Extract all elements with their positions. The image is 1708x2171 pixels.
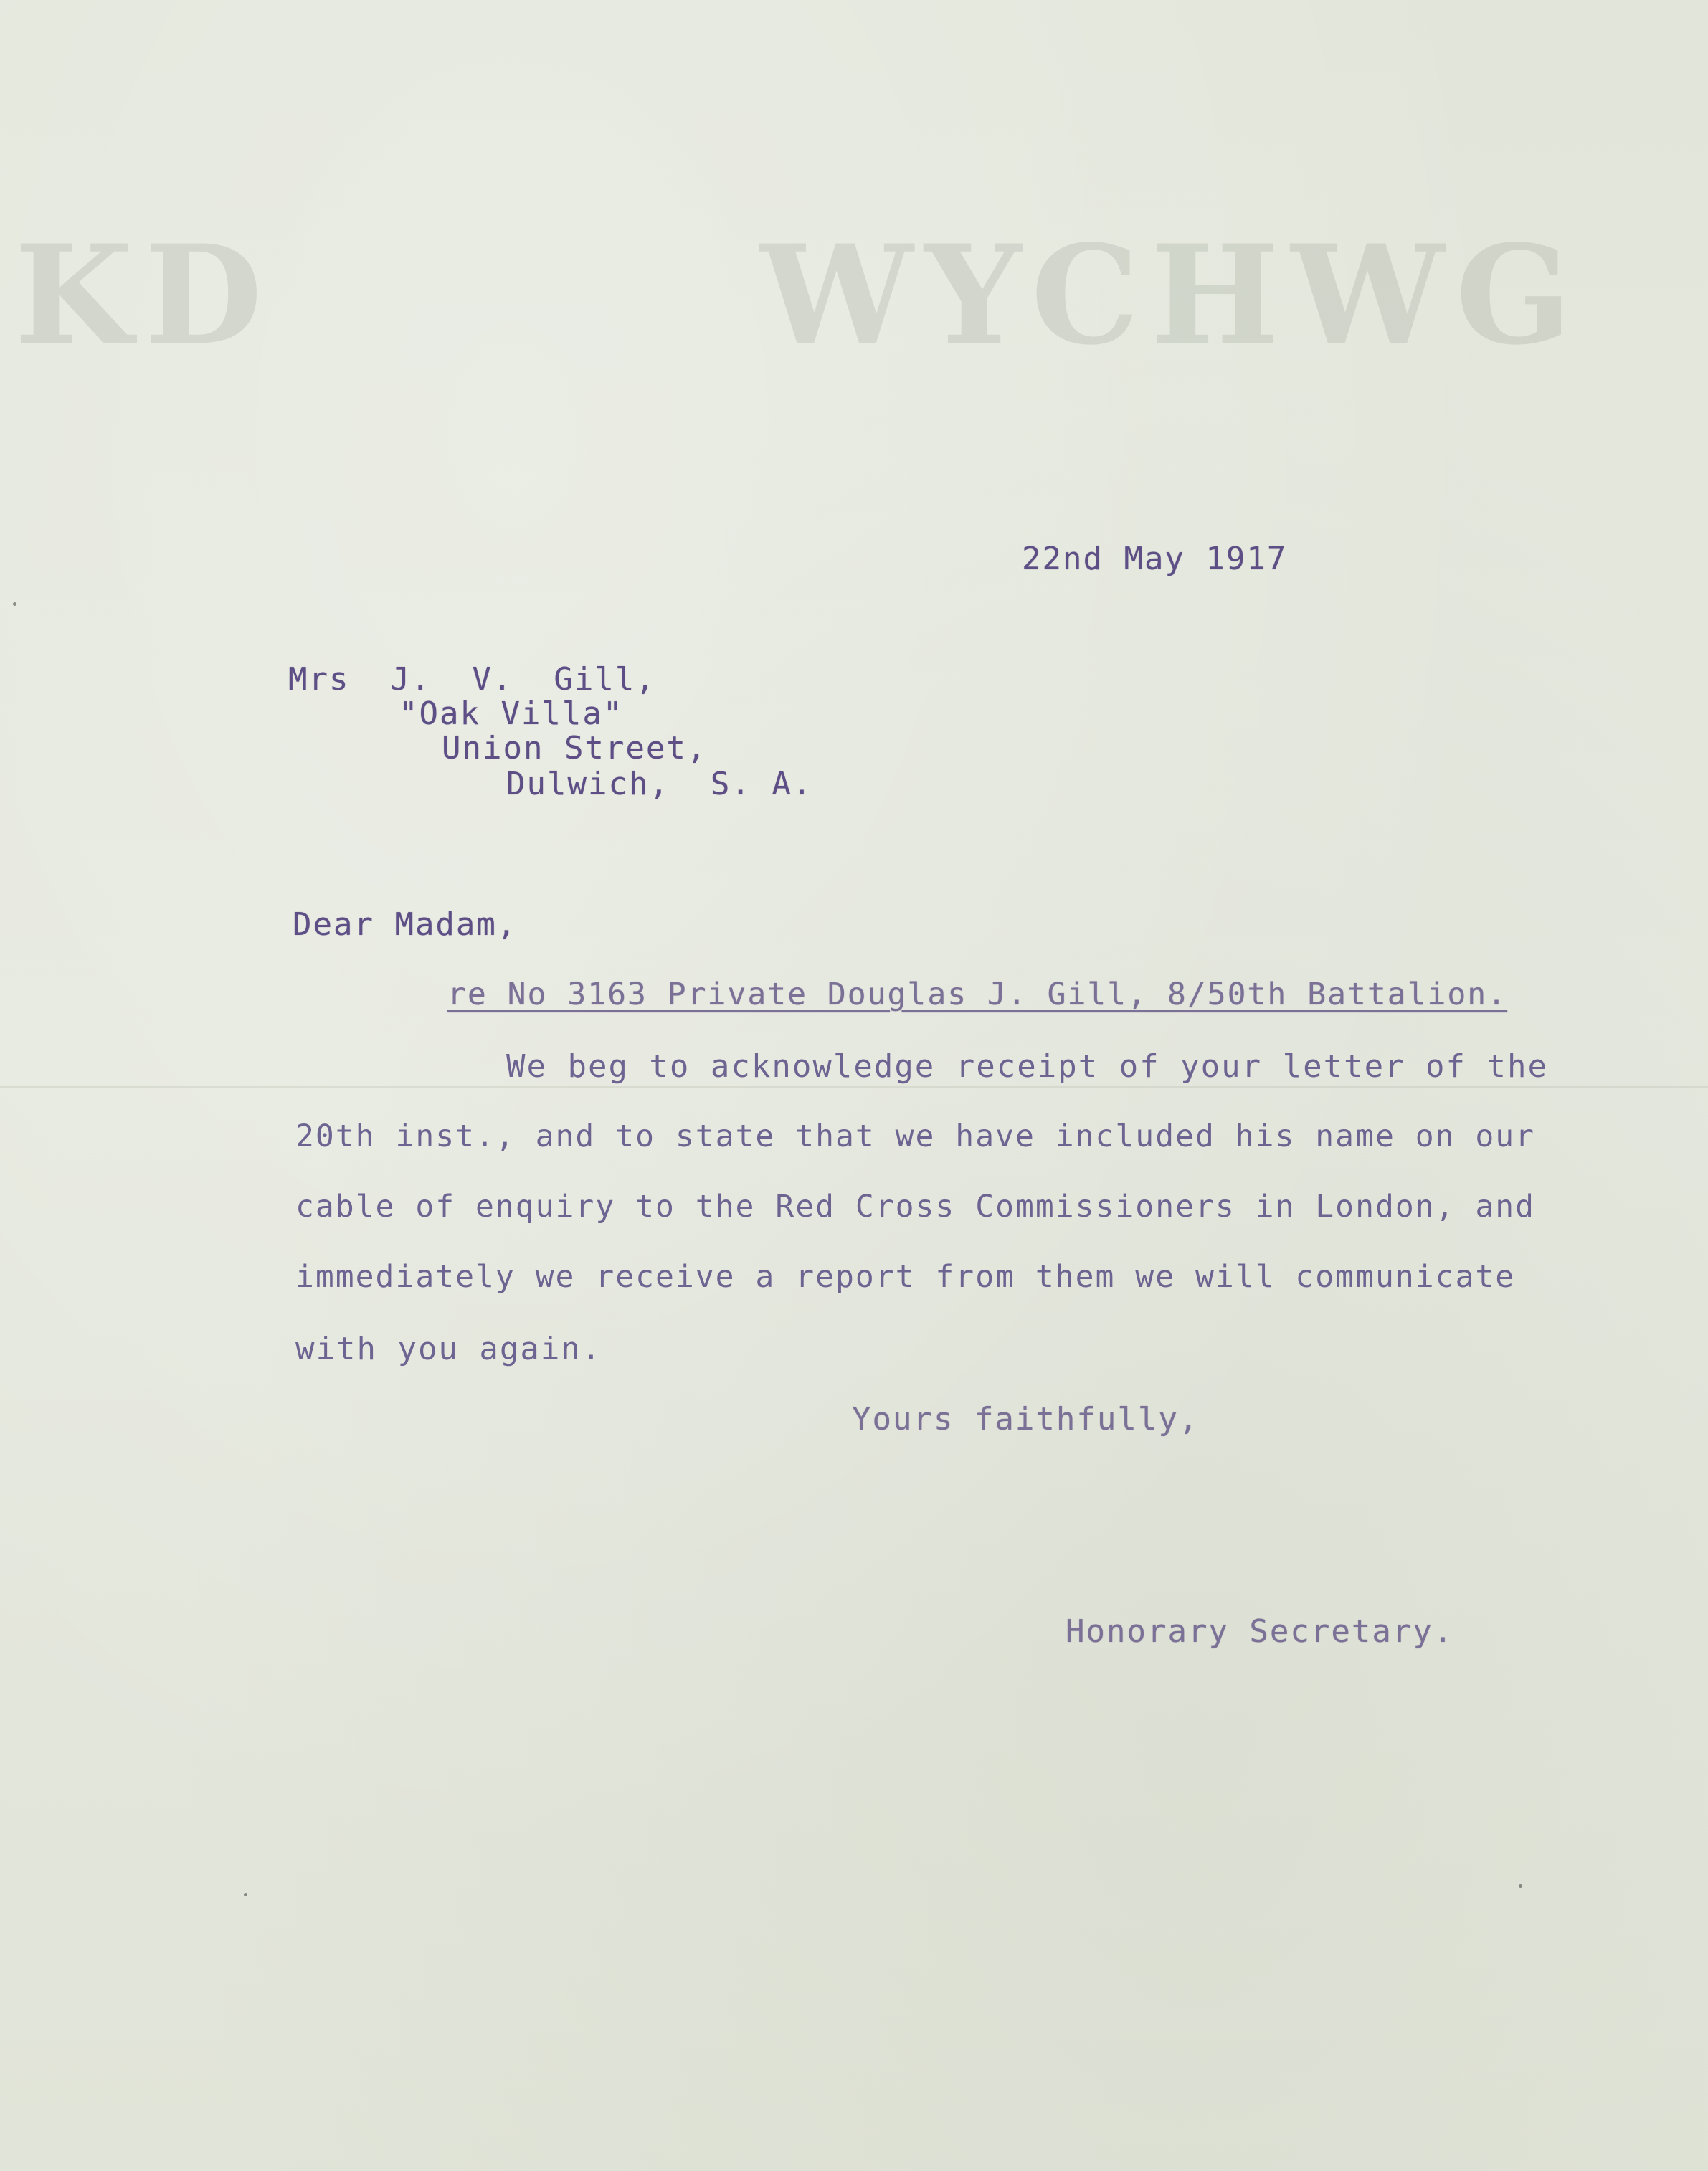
recipient-name: Mrs J. V. Gill, xyxy=(288,661,656,698)
letter-date: 22nd May 1917 xyxy=(1022,541,1288,577)
paper-speck xyxy=(244,1893,247,1896)
subject-line: re No 3163 Private Douglas J. Gill, 8/50th Battalion. xyxy=(447,977,1508,1012)
body-line: with you again. xyxy=(295,1331,602,1367)
paper-speck xyxy=(1519,1884,1522,1888)
body-line: immediately we receive a report from them we will communicate xyxy=(295,1259,1516,1295)
salutation: Dear Madam, xyxy=(293,906,518,943)
paper-speck xyxy=(13,602,16,606)
bleed-through-mark-center: WYCHWG xyxy=(760,215,1584,375)
recipient-house: "Oak Villa" xyxy=(399,695,624,732)
signatory-title: Honorary Secretary. xyxy=(1066,1613,1454,1650)
recipient-town: Dulwich, S. A. xyxy=(506,766,813,802)
fold-crease xyxy=(0,1086,1708,1088)
body-line: We beg to acknowledge receipt of your letter of the xyxy=(506,1048,1549,1085)
body-line: cable of enquiry to the Red Cross Commissioners in London, and xyxy=(295,1189,1536,1225)
bleed-through-mark-left: KD xyxy=(14,215,274,375)
body-line: 20th inst., and to state that we have included his name on our xyxy=(295,1118,1536,1154)
recipient-street: Union Street, xyxy=(442,730,708,766)
closing: Yours faithfully, xyxy=(852,1401,1200,1438)
